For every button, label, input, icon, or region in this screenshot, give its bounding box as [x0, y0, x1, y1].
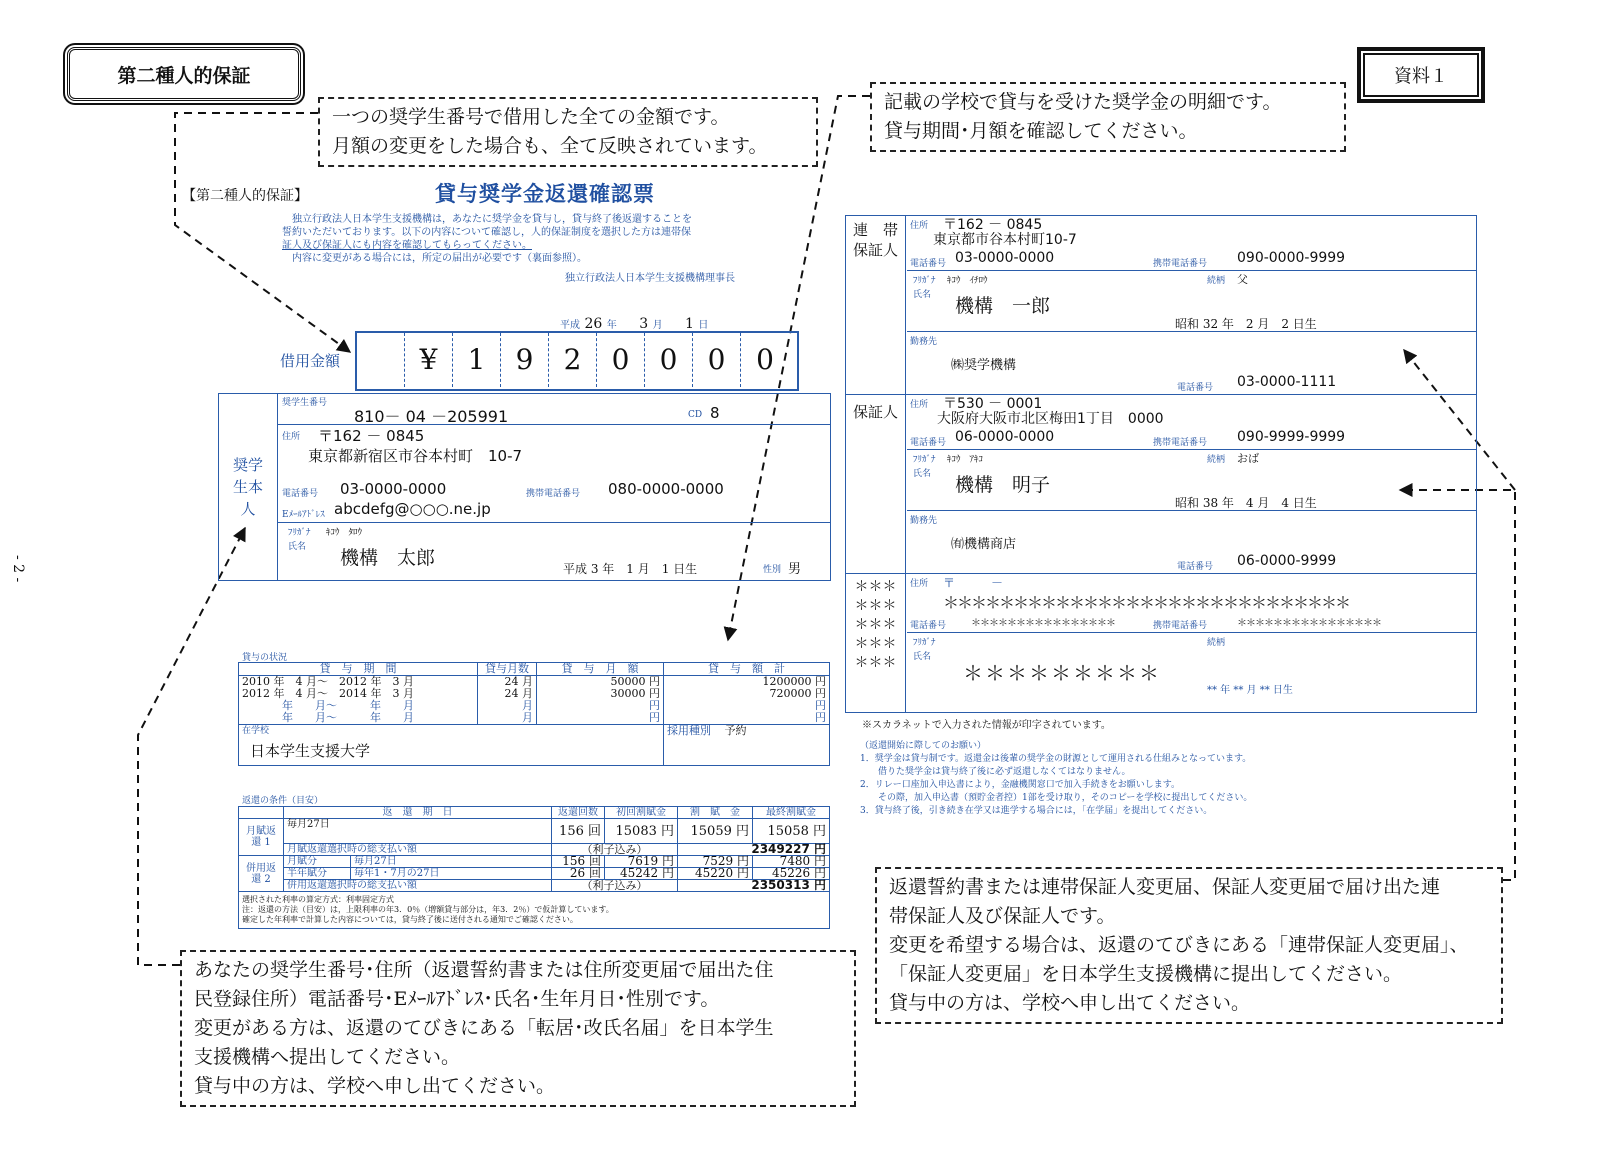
- callout-line: 貸与中の方は、学校へ申し出てください。: [194, 1075, 556, 1097]
- guarantor-name-label: 氏名: [913, 469, 932, 479]
- guarantor-address-label: 住所: [910, 400, 929, 410]
- guarantor-relation-label: 続柄: [1207, 455, 1226, 465]
- student-address-row: [278, 425, 830, 479]
- guarantor-phone-label: 電話番号: [910, 438, 947, 448]
- callout-line: あなたの奨学生番号･住所（返還誓約書または住所変更届で届出た住: [194, 959, 774, 981]
- connector-student-info: [138, 528, 245, 965]
- masked-mobile: ＊＊＊＊＊＊＊＊＊＊＊＊＊＊＊＊: [1237, 618, 1381, 629]
- loan-digit: ¥: [405, 333, 453, 387]
- form-intro: [282, 213, 802, 265]
- guarantor-furigana: ｷｺｳ ｱｷｺ: [947, 455, 984, 465]
- loan-status-row: [239, 676, 830, 725]
- guarantor-work-label: 勤務先: [910, 516, 938, 526]
- student-cd-label: CD: [688, 410, 703, 420]
- repayment-header: [239, 807, 830, 819]
- monthly-total: 2349227 円: [678, 844, 830, 856]
- loan-monthly: 30000 円: [610, 687, 660, 700]
- callout-line: 記載の学校で貸与を受けた奨学金の明細です。: [884, 91, 1282, 113]
- monthly-row: [239, 819, 830, 844]
- guarantor-label: 保証人: [846, 395, 906, 573]
- student-phone-row: [278, 478, 830, 500]
- guarantor-mobile: 090-9999-9999: [1237, 429, 1346, 445]
- callout-line: 民登録住所）電話番号･Eﾒｰﾙｱﾄﾞﾚｽ･氏名･生年月日･性別です。: [194, 988, 720, 1010]
- request-line: （返還開始に際してのお願い）: [860, 741, 987, 751]
- combined-label: 併用返還 2: [239, 856, 284, 892]
- guarantor-panel: [845, 215, 1477, 713]
- joint-relation: 父: [1237, 273, 1248, 286]
- student-email: abcdefg@○○○.ne.jp: [334, 500, 491, 518]
- callout-line: 返還誓約書または連帯保証人変更届、保証人変更届で届け出た連: [889, 876, 1441, 898]
- loan-months: 月: [522, 711, 533, 724]
- col-first: 初回割賦金: [605, 807, 678, 819]
- date-month: 3: [639, 316, 649, 332]
- col-last: 最終割賦金: [753, 807, 830, 819]
- loan-amount-box: [355, 331, 799, 391]
- intro-line: 誓約いただいております。以下の内容について確認し，人的保証制度を選択した方は連帯保: [282, 227, 691, 238]
- student-mobile: 080-0000-0000: [608, 480, 724, 498]
- joint-relation-label: 続柄: [1207, 276, 1226, 286]
- masked-address-label: 住所: [910, 579, 929, 589]
- joint-name-label: 氏名: [913, 290, 932, 300]
- school-name: 日本学生支援大学: [250, 742, 371, 760]
- loan-digit: [357, 333, 405, 387]
- masked-phone: ＊＊＊＊＊＊＊＊＊＊＊＊＊＊＊＊: [971, 618, 1115, 629]
- request-line: 3．貸与終了後，引き続き在学又は進学する場合には，「在学届」を提出してください。: [860, 806, 1213, 816]
- guarantor-name: 機構 明子: [955, 474, 1051, 496]
- callout-guarantor-info: [875, 867, 1503, 1024]
- col-count: 返還回数: [552, 807, 605, 819]
- school-row: [239, 725, 830, 766]
- guarantor-address: 大阪府大阪市北区梅田1丁目 0000: [937, 411, 1164, 427]
- masked-phone-label: 電話番号: [910, 621, 947, 631]
- request-line: 1．奨学金は貸与制です。返還金は後輩の奨学金の財源として運用される仕組みとなっています。: [860, 754, 1252, 764]
- joint-furigana: ｷｺｳ ｲﾁﾛｳ: [947, 276, 988, 286]
- combined-type: 月賦分: [284, 856, 351, 868]
- student-phone-label: 電話番号: [282, 489, 319, 499]
- monthly-inst: 15059 円: [678, 819, 753, 844]
- monthly-count: 156 回: [552, 819, 605, 844]
- loan-monthly: 円: [649, 699, 660, 712]
- callout-line: 支援機構へ提出してください。: [194, 1046, 461, 1068]
- student-furigana: ｷｺｳ ﾀﾛｳ: [326, 528, 363, 538]
- callout-line: 変更を希望する場合は、返還のてびきにある「連帯保証人変更届」、: [889, 934, 1469, 956]
- loan-digit: 0: [693, 333, 741, 387]
- request-line: その際，加入申込書（預貯金者控）1部を受け取り，そのコピーを学校に提出してください。: [860, 793, 1253, 803]
- combined-last: 45226 円: [753, 868, 830, 880]
- callout-line: 変更がある方は、返還のてびきにある「転居･改氏名届」を日本学生: [194, 1017, 774, 1039]
- masked-furigana-label: ﾌﾘｶﾞﾅ: [913, 638, 936, 648]
- masked-relation-label: 続柄: [1207, 638, 1226, 648]
- loan-status-table: [238, 662, 830, 766]
- student-name: 機構 太郎: [340, 547, 436, 569]
- guarantor-work-phone-label: 電話番号: [1177, 562, 1214, 572]
- loan-digit: 0: [597, 333, 645, 387]
- badge-text: 第二種人的保証: [117, 64, 251, 87]
- joint-work-phone: 03-0000-1111: [1237, 374, 1337, 390]
- loan-period: 年 月～ 年 月: [282, 711, 414, 724]
- intro-line: 独立行政法人日本学生支援機構は，あなたに奨学金を貸与し，貸与終了後返還することを: [292, 214, 692, 225]
- student-section-label: [219, 394, 278, 580]
- student-section-text: 奨学生本 人: [232, 456, 279, 518]
- loan-digit: 0: [756, 343, 774, 376]
- loan-digit: 1: [453, 333, 501, 387]
- loan-digit: 9: [501, 333, 549, 387]
- monthly-first: 15083 円: [605, 819, 678, 844]
- callout-line: 月額の変更をした場合も、全て反映されています。: [332, 135, 768, 157]
- loan-total: 720000 円: [769, 687, 826, 700]
- combined-inst: 45220 円: [678, 868, 753, 880]
- loan-total: 円: [815, 711, 826, 724]
- col-inst: 割 賦 金: [678, 807, 753, 819]
- joint-phone: 03-0000-0000: [955, 250, 1055, 266]
- request-line: 2．リレー口座加入申込書により，金融機関窓口で加入手続きをお願いします。: [860, 780, 1181, 790]
- scala-note: ※スカラネットで入力された情報が印字されています。: [862, 720, 1111, 731]
- material-label-text: 資料１: [1394, 66, 1448, 87]
- combined-first: 45242 円: [605, 868, 678, 880]
- joint-work: ㈱奨学機構: [951, 358, 1017, 373]
- combined-row: [239, 868, 830, 880]
- combined-total: 2350313 円: [678, 880, 830, 892]
- joint-phone-label: 電話番号: [910, 259, 947, 269]
- combined-last: 7480 円: [753, 856, 830, 868]
- student-gender-label: 性別: [763, 565, 782, 575]
- col-monthly: 貸 与 月 額: [537, 663, 664, 676]
- student-number: 810－ 04 －205991: [354, 407, 509, 426]
- combined-first: 7619 円: [605, 856, 678, 868]
- callout-line: 一つの奨学生番号で借用した全ての金額です。: [332, 106, 730, 128]
- school-label: 在学校: [242, 726, 270, 736]
- combined-type: 半年賦分: [284, 868, 351, 880]
- monthly-interest: （利子込み）: [552, 844, 678, 856]
- repayment-heading: 返還の条件（目安）: [242, 796, 324, 806]
- student-number-row: [278, 394, 830, 425]
- joint-guarantor-label: 連 帯保証人: [846, 216, 906, 394]
- guarantor-phone: 06-0000-0000: [955, 429, 1055, 445]
- col-total: 貸 与 額 計: [664, 663, 830, 676]
- form-signer: 独立行政法人日本学生支援機構理事長: [565, 273, 735, 284]
- date-year: 26: [584, 316, 603, 332]
- student-cd: 8: [710, 404, 720, 422]
- col-months: 貸与月数: [478, 663, 537, 676]
- loan-period: 2010 年 4 月～ 2012 年 3 月: [242, 675, 414, 688]
- student-number-label: 奨学生番号: [282, 398, 328, 408]
- student-email-label: Eﾒｰﾙｱﾄﾞﾚｽ: [282, 510, 325, 520]
- combined-date: 毎年1・7月の27日: [351, 868, 552, 880]
- callout-line: 「保証人変更届」を日本学生支援機構に提出してください。: [889, 963, 1403, 985]
- loan-period: 2012 年 4 月～ 2014 年 3 月: [242, 687, 414, 700]
- loan-months: 月: [522, 699, 533, 712]
- repayment-note: 選択された利率の算定方式：利率固定方式: [242, 895, 394, 904]
- loan-monthly: 円: [649, 711, 660, 724]
- date-month-unit: 月: [652, 320, 663, 331]
- form-category: 【第二種人的保証】: [182, 188, 308, 204]
- joint-postal: 〒162 － 0845: [943, 217, 1043, 233]
- request-line: 借りた奨学金は貸与終了後に必ず返還しなくてはなりません。: [860, 767, 1131, 777]
- loan-digit: 0: [645, 333, 693, 387]
- guarantor-relation: おば: [1237, 452, 1259, 465]
- student-address-label: 住所: [282, 432, 301, 442]
- guarantor-section: [846, 395, 1476, 574]
- repayment-note: 確定した年利率で計算した内容については，貸与終了後に送付される通知でご確認ください。: [242, 915, 578, 924]
- masked-label: ＊＊＊＊＊＊＊＊＊＊＊＊＊＊＊: [846, 574, 906, 712]
- monthly-last: 15058 円: [753, 819, 830, 844]
- joint-name: 機構 一郎: [955, 295, 1051, 317]
- col-period: 貸 与 期 間: [239, 663, 478, 676]
- repayment-note: 注：返還の方法（目安）は，上限利率の年3．0％（増額貸与部分は，年3．2％）で仮計算しています。: [242, 905, 614, 914]
- loan-status-heading: 貸与の状況: [242, 653, 288, 663]
- loan-total: 円: [815, 699, 826, 712]
- callout-student-info: [180, 950, 856, 1107]
- date-day: 1: [685, 316, 694, 332]
- student-furigana-label: ﾌﾘｶﾞﾅ: [288, 528, 311, 538]
- student-email-row: [278, 500, 830, 523]
- date-year-unit: 年: [606, 320, 617, 331]
- date-day-unit: 日: [698, 320, 709, 331]
- loan-months: 24 月: [504, 675, 533, 688]
- issue-date: [560, 316, 708, 332]
- student-name-row: [278, 523, 830, 579]
- loan-months: 24 月: [504, 687, 533, 700]
- masked-postal: 〒 －: [943, 576, 1004, 590]
- loan-total: 1200000 円: [762, 675, 826, 688]
- masked-section: [846, 574, 1476, 712]
- joint-mobile-label: 携帯電話番号: [1153, 259, 1208, 269]
- joint-furigana-label: ﾌﾘｶﾞﾅ: [913, 276, 936, 286]
- intro-line: 内容に変更がある場合には，所定の届出が必要です（裏面参照）。: [292, 253, 587, 264]
- joint-work-phone-label: 電話番号: [1177, 383, 1214, 393]
- requests-block: [860, 740, 1480, 818]
- guarantor-postal: 〒530 － 0001: [943, 396, 1043, 412]
- combined-total-label: 併用返還選択時の総支払い額: [284, 880, 552, 892]
- loan-digit: 2: [549, 333, 597, 387]
- callout-school-detail: [870, 82, 1346, 152]
- joint-guarantor-section: [846, 216, 1476, 395]
- joint-birth: 昭和 32 年 2 月 2 日生: [1175, 317, 1317, 331]
- combined-inst: 7529 円: [678, 856, 753, 868]
- guarantor-furigana-label: ﾌﾘｶﾞﾅ: [913, 455, 936, 465]
- callout-line: 貸与期間･月額を確認してください。: [884, 120, 1198, 142]
- masked-birth: ** 年 ** 月 ** 日生: [1207, 685, 1293, 696]
- student-birth: 平成 3 年 1 月 1 日生: [563, 562, 698, 576]
- masked-address: ＊＊＊＊＊＊＊＊＊＊＊＊＊＊＊＊＊＊＊＊＊＊＊＊＊＊＊＊＊: [943, 593, 1350, 612]
- joint-mobile: 090-0000-9999: [1237, 250, 1346, 266]
- student-box: [218, 393, 831, 581]
- joint-work-label: 勤務先: [910, 337, 938, 347]
- type-label: 採用種別: [667, 724, 711, 737]
- callout-line: 帯保証人及び保証人です。: [889, 905, 1116, 927]
- student-phone: 03-0000-0000: [340, 480, 447, 498]
- intro-line: 証人及び保証人にも内容を確認してもらってください。: [282, 240, 532, 251]
- joint-address-label: 住所: [910, 221, 929, 231]
- loan-monthly: 50000 円: [610, 675, 660, 688]
- monthly-total-label: 月賦返還選択時の総支払い額: [284, 844, 552, 856]
- callout-line: 貸与中の方は、学校へ申し出てください。: [889, 992, 1251, 1014]
- loan-status-header: [239, 663, 830, 676]
- combined-date: 毎月27日: [351, 856, 552, 868]
- guarantor-work: ㈲機構商店: [951, 537, 1017, 552]
- repayment-notes-row: [239, 892, 830, 929]
- loan-amount-label: 借用金額: [280, 352, 341, 370]
- col-date: 返 還 期 日: [284, 807, 552, 819]
- combined-interest: （利子込み）: [552, 880, 678, 892]
- date-era: 平成: [560, 320, 580, 331]
- form-title: 貸与奨学金返還確認票: [435, 182, 655, 206]
- student-postal: 〒162 － 0845: [318, 427, 425, 445]
- masked-name-label: 氏名: [913, 652, 932, 662]
- student-name-label: 氏名: [288, 542, 307, 552]
- guarantor-birth: 昭和 38 年 4 月 4 日生: [1175, 496, 1317, 510]
- masked-name: ＊＊＊＊＊＊＊＊＊: [963, 661, 1161, 685]
- type-value: 予約: [724, 724, 747, 737]
- student-mobile-label: 携帯電話番号: [526, 489, 581, 499]
- guarantor-work-phone: 06-0000-9999: [1237, 553, 1337, 569]
- callout-total-amount: [318, 97, 818, 167]
- repayment-table: [238, 806, 830, 929]
- masked-mobile-label: 携帯電話番号: [1153, 621, 1208, 631]
- guarantor-mobile-label: 携帯電話番号: [1153, 438, 1208, 448]
- page-number: - 2 -: [10, 555, 26, 583]
- monthly-date: 毎月27日: [284, 819, 552, 844]
- loan-period: 年 月～ 年 月: [282, 699, 414, 712]
- student-address: 東京都新宿区市谷本村町 10-7: [308, 447, 523, 465]
- combined-count: 26 回: [552, 868, 605, 880]
- combined-total-row: [239, 880, 830, 892]
- joint-address: 東京都市谷本村町10-7: [933, 232, 1077, 248]
- monthly-label: 月賦返還 1: [239, 819, 284, 856]
- student-gender: 男: [788, 562, 802, 577]
- combined-count: 156 回: [552, 856, 605, 868]
